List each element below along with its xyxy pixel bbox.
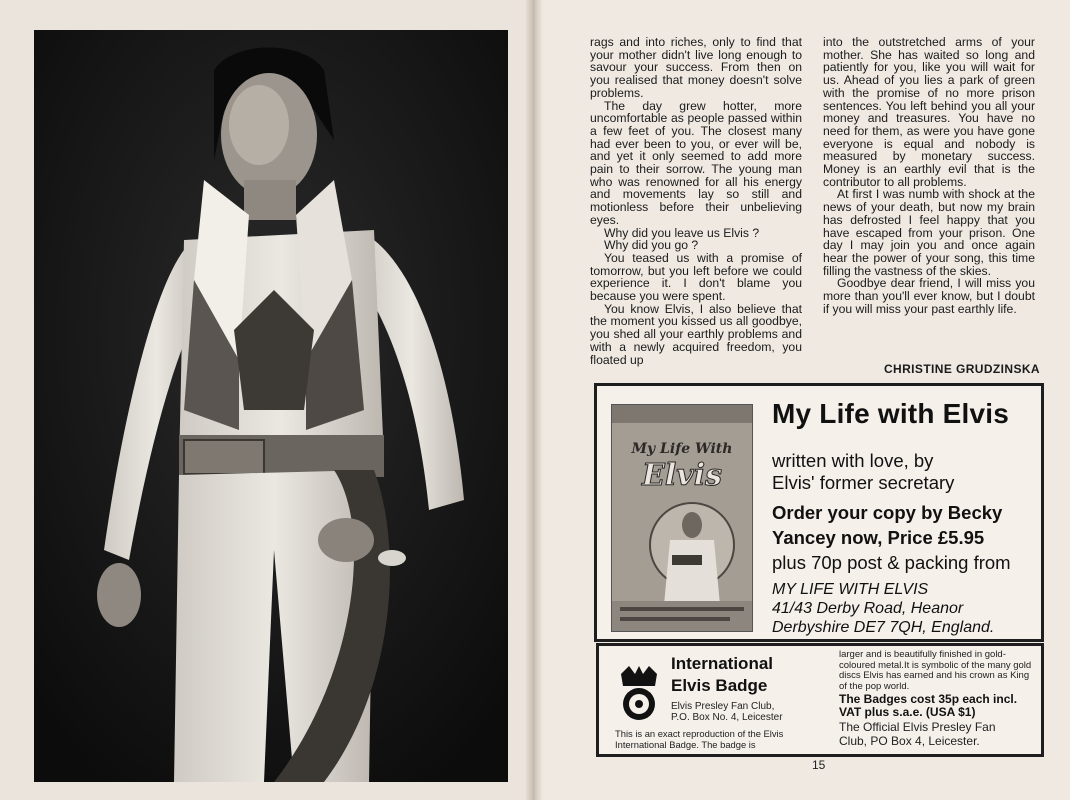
paragraph: Why did you go ? [604,238,699,253]
paragraph: You know Elvis, I also believe that the moment you kissed us all goodbye, you shed all your earthly problems and with a newly acquired freedom, you floated up [590,301,802,367]
badge-club-address: P.O. Box No. 4, Leicester [671,712,783,723]
paragraph: Goodbye dear friend, I will miss you more than you'll ever know, but I doubt if you will miss your past earthly life. [823,276,1035,316]
paragraph: The day grew hotter, more uncomfortable as people passed within a few feet of you. The closest many had ever been to you, or ever will be, and yet it only seemed to add more pain to their sorrow. The young man who was renowned for all his energy and movements lay so still and motionless before their unbelieving eyes. [590,98,802,227]
article-column-2 [823,36,1035,315]
badge-club-info [839,720,996,748]
ad-order-text: plus 70p post & packing from [772,552,1011,573]
badge-price-line: The Badges cost 35p each incl. [839,692,1018,706]
paragraph: rags and into riches, only to find that your mother didn't live long enough to savour your success. From then on you realised that money doesn't solve problems. [590,35,802,100]
badge-club-address: Elvis Presley Fan Club, [671,701,775,712]
elvis-photo [34,30,508,782]
svg-text:Elvis: Elvis [642,458,722,493]
author-byline: CHRISTINE GRUDZINSKA [883,362,1040,376]
badge-description: This is an exact reproduction of the Elvis International Badge. The badge is [615,728,784,750]
crown-badge-icon [617,664,661,724]
ad-address: Derbyshire DE7 7QH, England. [772,619,995,636]
svg-text:My Life With: My Life With [631,441,733,457]
ad-headline: My Life with Elvis [772,398,1009,429]
page-gutter [526,0,542,800]
article [575,36,1040,381]
paragraph: At first I was numb with shock at the news of your death, but now my brain has defrosted I feel happy that you have escaped from your prison. One day I may join you and once again hear the power of your song, this time filling the vastness of the skies. [823,187,1035,278]
left-page [0,0,534,800]
paragraph: Why did you leave us Elvis ? [604,225,760,240]
badge-price [839,693,1017,719]
badge-club-line: The Official Elvis Presley Fan [839,720,996,734]
page-number: 15 [812,758,826,772]
badge-advertisement [596,643,1044,757]
ad-address: 41/43 Derby Road, Heanor [772,600,964,617]
article-column-1 [590,36,802,366]
badge-price-line: VAT plus s.a.e. (USA $1) [839,705,976,719]
book-cover-image [611,404,753,632]
ad-subtitle: written with love, by [772,450,934,471]
badge-club-line: Club, PO Box 4, Leicester. [839,734,980,748]
badge-title: Elvis Badge [671,676,768,695]
paragraph: You teased us with a promise of tomorrow, but you left before we could experience it. I don't blame you because you were spent. [590,250,802,304]
badge-description-continued: larger and is beautifully finished in gold-coloured metal.It is symbolic of the many gold discs Elvis has earned and his crown as King of the pop world. [839,649,1032,692]
ad-subtitle: Elvis' former secretary [772,472,955,493]
paragraph: into the outstretched arms of your mother. She has waited so long and patiently for you, like you will wait for us. Ahead of you lies a park of green with the promise of no more prison sentences. You left behind you all your money and treasures. You have no need for them, as were you have gone everyone is equal and nobody is measured by monetary success. Money is an earthly evil that is the contributor to all problems. [823,35,1035,189]
ad-order-text: Order your copy by Becky [772,502,1003,523]
ad-address: MY LIFE WITH ELVIS [772,581,929,598]
book-advertisement [594,383,1044,642]
badge-title: International [671,654,774,673]
ad-order-text: Yancey now, Price £5.95 [772,527,985,548]
